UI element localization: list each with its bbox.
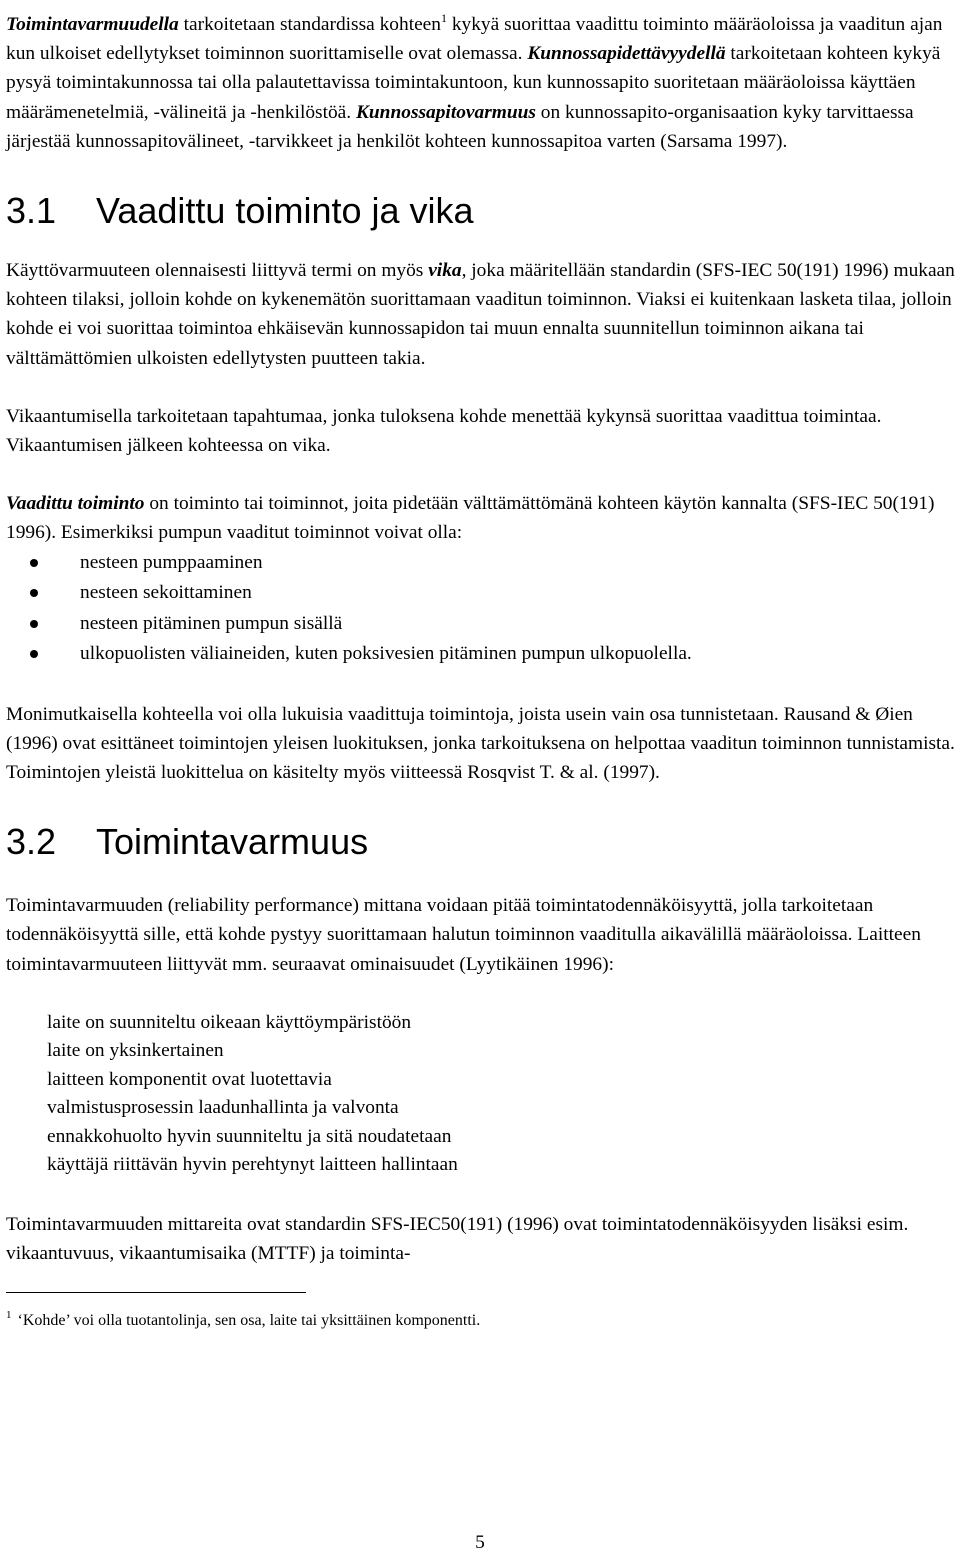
paragraph-vika	[6, 256, 956, 373]
paragraph-mittarit: Toimintavarmuuden mittareita ovat standardin SFS-IEC50(191) (1996) ovat toimintatodennäköisyyden lisäksi esim. vikaantuvuus, vikaantumisaika (MTTF) ja toiminta-	[6, 1213, 909, 1265]
text: kykyä suorittaa vaadittu toiminto määräoloissa ja vaaditun ajan kun ulkoiset edellytykset toiminnon suorittamiselle ovat olemassa.	[6, 14, 943, 65]
list-item	[6, 578, 956, 609]
section-heading-3-1	[6, 191, 956, 231]
paragraph-monimutkainen: Monimutkaisella kohteella voi olla lukuisia vaadittuja toimintoja, joista usein vain osa tunnistetaan. Rausand & Øien (1996) ovat esittäneet toimintojen yleisen luokituksen, jonka tarkoituksena on helpottaa vaaditun toiminnon tunnistamista. Toimintojen yleistä luokittelua on käsitelty myös viitteessä Rosqvist T. & al. (1997).	[6, 703, 955, 784]
paragraph-vaadittu-toiminto	[6, 489, 956, 547]
paragraph-vikaantuminen: Vikaantumisella tarkoitetaan tapahtumaa, jonka tuloksena kohde menettää kykynsä suorittaa vaadittua toimintaa. Vikaantumisen jälkeen kohteessa on vika.	[6, 405, 882, 457]
section-title: Toimintavarmuus	[96, 821, 369, 863]
footnote-number: 1	[6, 1309, 12, 1322]
list-item-text: nesteen pitäminen pumpun sisällä	[80, 612, 343, 634]
footnote-text: ‘Kohde’ voi olla tuotantolinja, sen osa, laite tai yksittäinen komponentti.	[17, 1312, 481, 1330]
text: on toiminto tai toiminnot, joita pidetään välttämättömänä kohteen käytön kannalta (SFS-IEC 50(191) 1996). Esimerkiksi pumpun vaaditut toiminnot voivat olla:	[6, 493, 935, 544]
text: on kunnossapito-organisaation kyky tarvittaessa järjestää kunnossapitovälineet, -tarvikkeet ja henkilöt kohteen kunnossapitoa varten (Sarsama 1997).	[6, 101, 914, 152]
section-title: Vaadittu toiminto ja vika	[96, 190, 474, 232]
list-item-text: nesteen sekoittaminen	[80, 582, 252, 604]
text: tarkoitetaan standardissa kohteen	[178, 14, 441, 35]
list-item: valmistusprosessin laadunhallinta ja valvonta	[47, 1097, 399, 1119]
section-number: 3.2	[6, 821, 57, 863]
text: Käyttövarmuuteen olennaisesti liittyvä termi on myös	[6, 260, 429, 282]
footnote	[6, 1305, 956, 1331]
list-item: ennakkohuolto hyvin suunniteltu ja sitä noudatetaan	[47, 1125, 452, 1147]
bullet-list-pump-functions	[6, 548, 956, 670]
term-kunnossapidettavyydella: Kunnossapidettävyydellä	[527, 43, 726, 65]
bullet-icon	[30, 650, 38, 658]
footnote-divider	[6, 1292, 306, 1293]
list-item	[6, 639, 956, 670]
list-item: laitteen komponentit ovat luotettavia	[47, 1068, 332, 1090]
term-kunnossapitovarmuus: Kunnossapitovarmuus	[355, 101, 536, 123]
paragraph-toimintavarmuus: Toimintavarmuuden (reliability performance) mittana voidaan pitää toimintatodennäköisyyttä, jolla tarkoitetaan todennäköisyyttä sille, että kohde pystyy suorittamaan halutun toiminnon vaaditulla aikavälillä määräoloissa. Laitteen toimintavarmuuteen liittyvät mm. seuraavat ominaisuudet (Lyytikäinen 1996):	[6, 895, 921, 975]
list-item: käyttäjä riittävän hyvin perehtynyt laitteen hallintaan	[47, 1154, 458, 1176]
bullet-icon	[30, 589, 38, 597]
document-page	[6, 4, 956, 1331]
list-item-text: ulkopuolisten väliaineiden, kuten poksivesien pitäminen pumpun ulkopuolella.	[80, 643, 692, 665]
paragraph-definitions	[6, 4, 956, 156]
bullet-icon	[30, 620, 38, 628]
footnote-ref: 1	[440, 11, 447, 25]
list-item-text: nesteen pumppaaminen	[80, 551, 263, 573]
section-heading-3-2	[6, 822, 956, 862]
term-vika: vika	[428, 260, 462, 282]
term-vaadittu-toiminto: Vaadittu toiminto	[6, 493, 145, 515]
list-item	[6, 609, 956, 640]
list-item: laite on suunniteltu oikeaan käyttöympäristöön	[47, 1011, 412, 1033]
page-number: 5	[475, 1532, 485, 1553]
list-item: laite on yksinkertainen	[47, 1040, 224, 1062]
text: tarkoitetaan kohteen kykyä pysyä toimintakunnossa tai olla palautettavissa toimintakuntoon, kun kunnossapito suoritetaan määräoloissa käyttäen määrämenetelmiä, -välineitä ja -henkilöstöä.	[6, 43, 941, 123]
list-item	[6, 548, 956, 579]
bullet-icon	[30, 559, 38, 567]
section-number: 3.1	[6, 190, 57, 232]
text: , joka määritellään standardin (SFS-IEC 50(191) 1996) mukaan kohteen tilaksi, jolloin kohde on kykenemätön suorittamaan vaaditun toiminnon. Viaksi ei kuitenkaan lasketa tilaa, jolloin kohde ei voi suorittaa toimintoa ehkäisevän kunnossapidon tai muun ennalta suunnitellun toiminnon aikana tai välttämättömien ulkoisten edellytysten puutteen takia.	[6, 260, 955, 369]
list-device-properties	[6, 1009, 956, 1180]
term-toimintavarmuudella: Toimintavarmuudella	[6, 14, 179, 35]
